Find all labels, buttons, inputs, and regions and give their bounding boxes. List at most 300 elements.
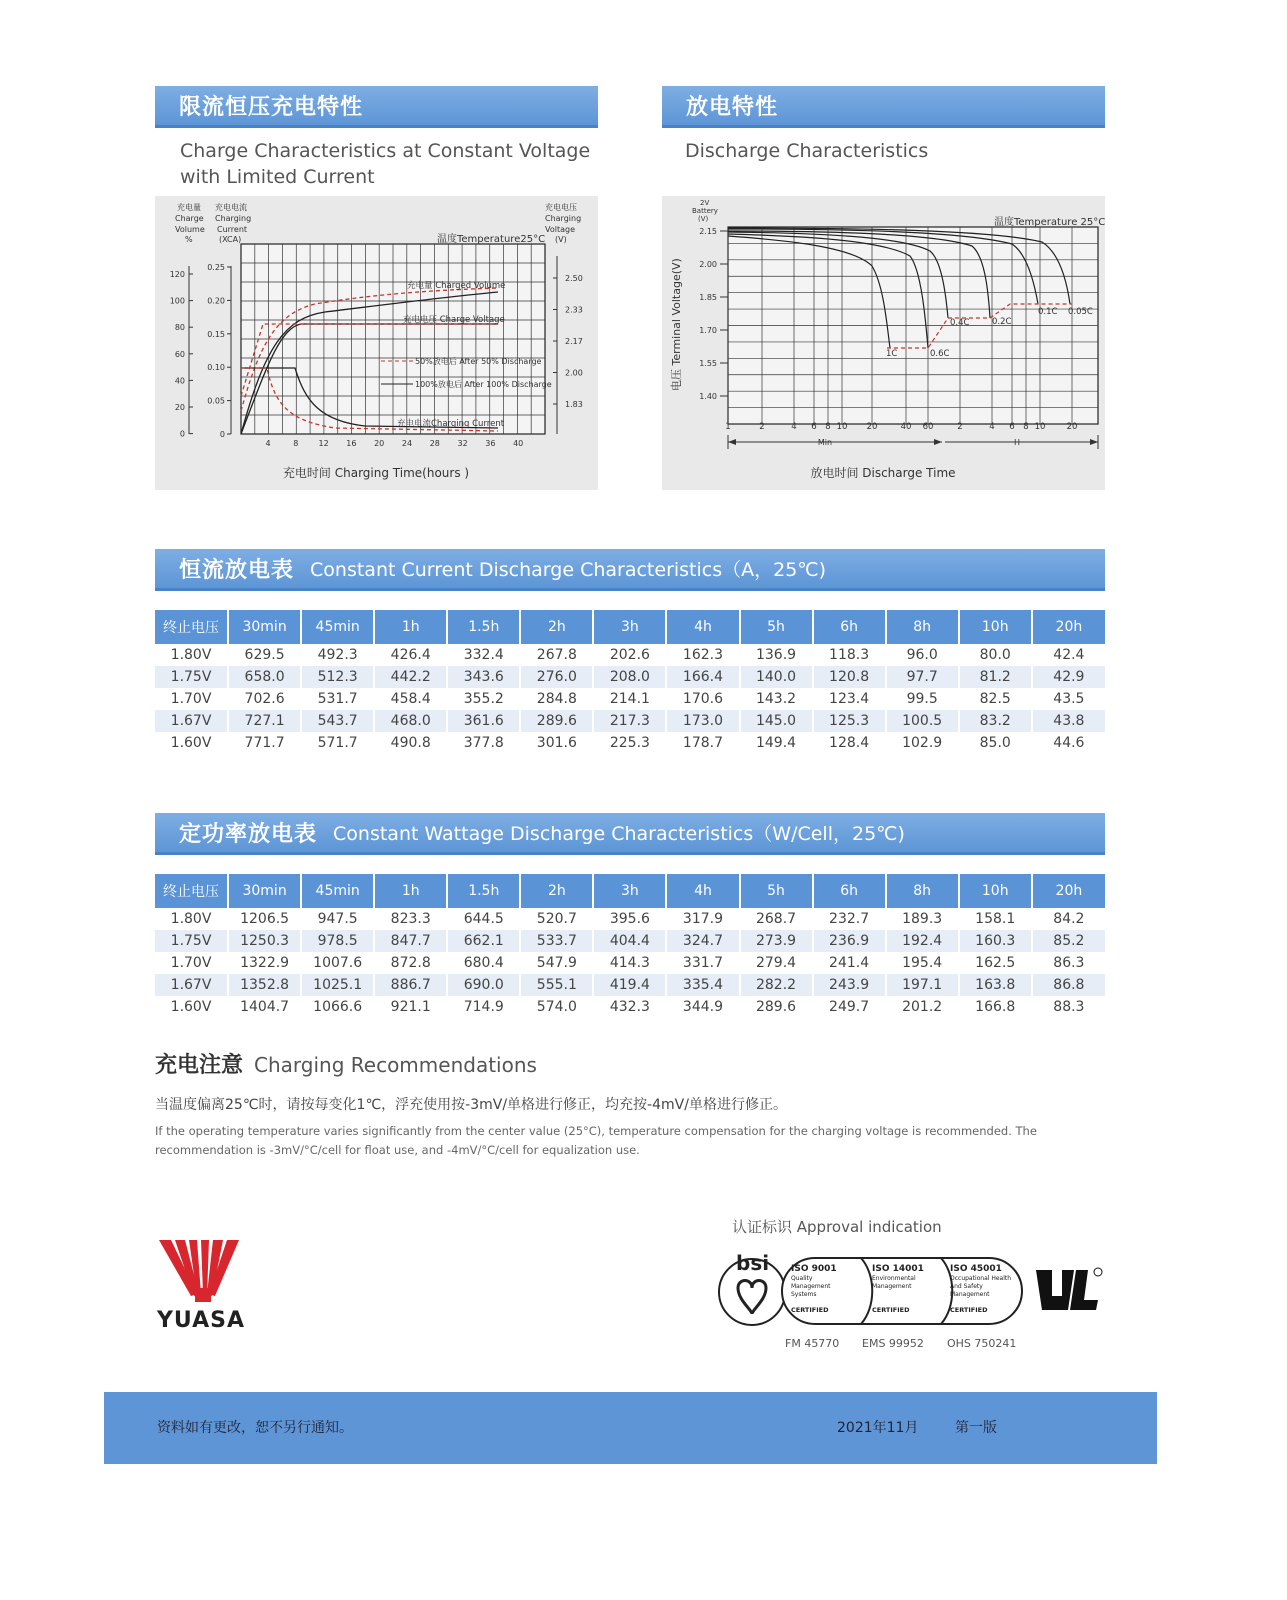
cert-iso9001-title: ISO 9001 xyxy=(791,1264,837,1274)
cc-table-value-cell: 512.3 xyxy=(301,666,374,688)
cc-table-value-cell: 99.5 xyxy=(886,688,959,710)
cw-table-value-cell: 279.4 xyxy=(740,952,813,974)
discharge-chart xyxy=(662,196,1105,490)
ul-mark-icon xyxy=(1032,1266,1104,1314)
charged-volume-label: 充电量 Charged Volume xyxy=(407,281,506,291)
cc-table-value-cell: 178.7 xyxy=(666,732,739,754)
cc-table-value-cell: 42.9 xyxy=(1032,666,1105,688)
cw-table-col-header: 4h xyxy=(666,874,739,908)
cw-table-value-cell: 273.9 xyxy=(740,930,813,952)
battery-unit-label-3: (V) xyxy=(698,215,709,223)
cw-table-col-header: 1.5h xyxy=(447,874,520,908)
cw-table-col-header: 20h xyxy=(1032,874,1105,908)
discharge-y-axis-title: 电压 Terminal Voltage(V) xyxy=(670,258,683,391)
cc-table-col-header: 8h xyxy=(886,610,959,644)
cert-iso45001-status: CERTIFIED xyxy=(950,1306,988,1314)
battery-unit-label-2: Battery xyxy=(692,207,718,215)
cw-table-header xyxy=(155,813,1105,855)
cc-table-value-cell: 43.8 xyxy=(1032,710,1105,732)
cw-table-row xyxy=(155,996,1105,1018)
cw-table-value-cell: 1206.5 xyxy=(228,908,301,930)
cw-table-value-cell: 331.7 xyxy=(666,952,739,974)
cc-table-value-cell: 80.0 xyxy=(959,644,1032,666)
yuasa-logo xyxy=(157,1238,249,1334)
cc-table-value-cell: 771.7 xyxy=(228,732,301,754)
cw-table-final-voltage-cell: 1.67V xyxy=(155,974,228,996)
discharge-x-tick-min: 1 xyxy=(725,422,731,432)
charging-current-tick-label: 0.10 xyxy=(207,363,225,373)
cw-table-value-cell: 158.1 xyxy=(959,908,1032,930)
charging-voltage-tick-label: 2.33 xyxy=(565,305,583,315)
cw-table-value-cell: 160.3 xyxy=(959,930,1032,952)
cw-table-value-cell: 662.1 xyxy=(447,930,520,952)
approval-title: 认证标识 Approval indication xyxy=(732,1218,942,1236)
cw-table-value-cell: 335.4 xyxy=(666,974,739,996)
discharge-y-tick-label: 1.40 xyxy=(699,392,717,401)
cc-table xyxy=(155,610,1105,754)
yuasa-logo-text: YUASA xyxy=(157,1308,246,1333)
cw-table-value-cell: 324.7 xyxy=(666,930,739,952)
cc-table-col-header: 5h xyxy=(740,610,813,644)
footer-date: 2021年11月 xyxy=(837,1420,919,1436)
cw-table-value-cell: 1007.6 xyxy=(301,952,374,974)
cc-table-value-cell: 377.8 xyxy=(447,732,520,754)
legend-50-label: 50%放电后 After 50% Discharge xyxy=(415,357,542,366)
discharge-temperature-label: 温度Temperature 25°C xyxy=(994,217,1105,228)
discharge-x-axis-title: 放电时间 Discharge Time xyxy=(810,466,956,480)
cw-table-value-cell: 163.8 xyxy=(959,974,1032,996)
charging-current-tick-label: 0 xyxy=(219,430,225,439)
charge-volume-axis-title-1: 充电量 xyxy=(177,203,201,212)
charging-reco-title-en: Charging Recommendations xyxy=(254,1053,537,1077)
charging-current-tick-label: 0.20 xyxy=(207,296,225,306)
cert-iso9001-desc-3: Systems xyxy=(791,1291,817,1298)
cc-table-value-cell: 543.7 xyxy=(301,710,374,732)
cc-table-value-cell: 332.4 xyxy=(447,644,520,666)
charging-reco-title xyxy=(155,1048,537,1079)
cw-table-value-cell: 1352.8 xyxy=(228,974,301,996)
yuasa-logo-mark xyxy=(157,1238,249,1302)
cc-table-value-cell: 629.5 xyxy=(228,644,301,666)
cw-table-row xyxy=(155,952,1105,974)
discharge-section-title: 放电特性 xyxy=(686,95,779,120)
cw-table-value-cell: 192.4 xyxy=(886,930,959,952)
cw-table-value-cell: 232.7 xyxy=(813,908,886,930)
cw-table-value-cell: 395.6 xyxy=(593,908,666,930)
cc-table-value-cell: 125.3 xyxy=(813,710,886,732)
discharge-x-tick-h: 10 xyxy=(1034,422,1046,432)
charge-section-title: 限流恒压充电特性 xyxy=(179,95,364,120)
cc-table-title-en: Constant Current Discharge Characteristics（A，25℃) xyxy=(310,559,827,581)
cw-table-value-cell: 574.0 xyxy=(520,996,593,1018)
charging-voltage-tick-label: 2.00 xyxy=(565,368,583,378)
cc-table-final-voltage-cell: 1.70V xyxy=(155,688,228,710)
battery-unit-label-1: 2V xyxy=(700,199,710,207)
charging-current-tick-label: 0.25 xyxy=(207,263,225,272)
charge-x-tick-label: 28 xyxy=(429,439,440,448)
discharge-x-tick-min: 60 xyxy=(922,422,934,432)
cc-table-col-header: 30min xyxy=(228,610,301,644)
footer-notice: 资料如有更改，恕不另行通知。 xyxy=(157,1420,353,1436)
cert-iso9001-desc-1: Quality xyxy=(791,1275,813,1282)
cc-table-value-cell: 44.6 xyxy=(1032,732,1105,754)
cc-table-value-cell: 284.8 xyxy=(520,688,593,710)
min-unit-label: Min xyxy=(817,438,833,447)
cw-table-col-header: 30min xyxy=(228,874,301,908)
discharge-x-tick-min: 8 xyxy=(825,422,831,432)
cw-table-value-cell: 195.4 xyxy=(886,952,959,974)
charging-voltage-tick-label: 2.50 xyxy=(565,274,583,283)
charge-x-tick-label: 24 xyxy=(401,439,413,448)
cc-table-value-cell: 343.6 xyxy=(447,666,520,688)
cw-table-col-header: 2h xyxy=(520,874,593,908)
discharge-subtitle: Discharge Characteristics xyxy=(685,140,929,162)
cc-table-col-header: 10h xyxy=(959,610,1032,644)
cert-code-ems: EMS 99952 xyxy=(862,1337,924,1350)
cw-table-value-cell: 547.9 xyxy=(520,952,593,974)
cc-table-value-cell: 120.8 xyxy=(813,666,886,688)
charging-current-axis-title-1: 充电电流 xyxy=(215,203,247,212)
charge-x-tick-label: 8 xyxy=(293,439,299,448)
cc-table-value-cell: 531.7 xyxy=(301,688,374,710)
cc-table-value-cell: 658.0 xyxy=(228,666,301,688)
cw-table-value-cell: 872.8 xyxy=(374,952,447,974)
cert-iso9001-status: CERTIFIED xyxy=(791,1306,829,1314)
cw-table-value-cell: 84.2 xyxy=(1032,908,1105,930)
discharge-x-tick-h: 6 xyxy=(1009,422,1015,432)
discharge-y-tick-label: 1.70 xyxy=(699,326,717,335)
discharge-y-tick-label: 1.85 xyxy=(699,293,717,302)
cw-table-value-cell: 249.7 xyxy=(813,996,886,1018)
cw-table-value-cell: 317.9 xyxy=(666,908,739,930)
cc-table-value-cell: 136.9 xyxy=(740,644,813,666)
cc-table-value-cell: 166.4 xyxy=(666,666,739,688)
charge-volume-tick-label: 60 xyxy=(174,349,185,359)
charge-volume-axis-title-2: Charge xyxy=(175,214,204,223)
charging-current-label: 充电电流Charging Current xyxy=(397,419,505,429)
cw-table-value-cell: 85.2 xyxy=(1032,930,1105,952)
cc-table-value-cell: 276.0 xyxy=(520,666,593,688)
cc-table-value-cell: 123.4 xyxy=(813,688,886,710)
cert-iso14001-desc-2: Management xyxy=(872,1283,912,1290)
rate-label-1c: 1C xyxy=(886,349,898,359)
cc-table-value-cell: 202.6 xyxy=(593,644,666,666)
charge-volume-tick-label: 120 xyxy=(169,270,185,279)
charge-x-tick-label: 36 xyxy=(485,439,496,448)
cw-table-value-cell: 241.4 xyxy=(813,952,886,974)
charge-volume-tick-label: 40 xyxy=(174,376,185,386)
cw-table-col-header: 8h xyxy=(886,874,959,908)
discharge-x-tick-min: 6 xyxy=(811,422,817,432)
bsi-cert-svg xyxy=(716,1250,1026,1328)
discharge-chart-svg xyxy=(662,196,1105,490)
cw-table-row xyxy=(155,974,1105,996)
cc-table-value-cell: 42.4 xyxy=(1032,644,1105,666)
cw-table-value-cell: 520.7 xyxy=(520,908,593,930)
cw-table-value-cell: 886.7 xyxy=(374,974,447,996)
cc-table-col-header: 4h xyxy=(666,610,739,644)
cc-table-value-cell: 162.3 xyxy=(666,644,739,666)
cw-table-title-zh: 定功率放电表 xyxy=(179,822,318,847)
cc-table-value-cell: 82.5 xyxy=(959,688,1032,710)
cw-table-value-cell: 644.5 xyxy=(447,908,520,930)
cc-table-final-voltage-cell: 1.67V xyxy=(155,710,228,732)
discharge-x-tick-min: 10 xyxy=(836,422,848,432)
cc-table-value-cell: 100.5 xyxy=(886,710,959,732)
cc-table-value-cell: 83.2 xyxy=(959,710,1032,732)
charge-volume-tick-label: 0 xyxy=(179,429,185,439)
cc-table-value-cell: 96.0 xyxy=(886,644,959,666)
cw-table-value-cell: 823.3 xyxy=(374,908,447,930)
cc-table-value-cell: 361.6 xyxy=(447,710,520,732)
cc-table-value-cell: 81.2 xyxy=(959,666,1032,688)
cc-table-value-cell: 149.4 xyxy=(740,732,813,754)
cc-table-value-cell: 140.0 xyxy=(740,666,813,688)
cw-table-col-header: 6h xyxy=(813,874,886,908)
charging-voltage-axis-title-3: Voltage xyxy=(545,225,576,234)
charge-chart-svg xyxy=(155,196,598,490)
charge-chart xyxy=(155,196,598,490)
cw-table-value-cell: 978.5 xyxy=(301,930,374,952)
cw-table-value-cell: 282.2 xyxy=(740,974,813,996)
charge-x-tick-label: 32 xyxy=(457,439,468,448)
cert-iso14001-desc-1: Environmental xyxy=(872,1275,916,1282)
cc-table-value-cell: 170.6 xyxy=(666,688,739,710)
charge-volume-tick-label: 20 xyxy=(174,403,185,412)
cw-table-value-cell: 714.9 xyxy=(447,996,520,1018)
charge-x-tick-label: 20 xyxy=(374,439,385,448)
cc-table-value-cell: 97.7 xyxy=(886,666,959,688)
cc-table-value-cell: 490.8 xyxy=(374,732,447,754)
cw-table-final-voltage-cell: 1.75V xyxy=(155,930,228,952)
cc-table-header xyxy=(155,549,1105,591)
cc-table-value-cell: 143.2 xyxy=(740,688,813,710)
cc-table-col-header: 1.5h xyxy=(447,610,520,644)
cc-table-value-cell: 301.6 xyxy=(520,732,593,754)
discharge-section-header xyxy=(662,86,1105,128)
cert-iso14001-title: ISO 14001 xyxy=(872,1264,924,1274)
discharge-x-tick-min: 2 xyxy=(759,422,765,432)
rate-label-06c: 0.6C xyxy=(930,349,950,359)
cc-table-header-row xyxy=(155,610,1105,644)
charging-current-tick-label: 0.05 xyxy=(207,396,225,406)
rate-label-005c: 0.05C xyxy=(1068,307,1093,317)
cc-table-value-cell: 442.2 xyxy=(374,666,447,688)
cc-table-title-zh: 恒流放电表 xyxy=(179,558,295,583)
cw-table-value-cell: 1250.3 xyxy=(228,930,301,952)
cc-table-row xyxy=(155,644,1105,666)
cc-table-value-cell: 43.5 xyxy=(1032,688,1105,710)
cw-table-value-cell: 344.9 xyxy=(666,996,739,1018)
charge-x-tick-label: 40 xyxy=(513,439,524,448)
cw-table-value-cell: 1066.6 xyxy=(301,996,374,1018)
cw-table-value-cell: 197.1 xyxy=(886,974,959,996)
charging-voltage-axis-title-4: (V) xyxy=(555,235,567,244)
cw-table-col-header: 45min xyxy=(301,874,374,908)
cw-table-col-header: 10h xyxy=(959,874,1032,908)
charge-volume-axis-title-4: % xyxy=(185,235,193,244)
cw-table-value-cell: 1404.7 xyxy=(228,996,301,1018)
discharge-x-tick-h: 4 xyxy=(989,422,995,432)
cw-table-value-cell: 289.6 xyxy=(740,996,813,1018)
cw-table-row xyxy=(155,908,1105,930)
cc-table-row xyxy=(155,666,1105,688)
cw-table-value-cell: 1025.1 xyxy=(301,974,374,996)
discharge-x-tick-min: 4 xyxy=(791,422,797,432)
cw-table-value-cell: 236.9 xyxy=(813,930,886,952)
charging-voltage-tick-label: 2.17 xyxy=(565,337,583,346)
cc-table-value-cell: 118.3 xyxy=(813,644,886,666)
charge-subtitle: Charge Characteristics at Constant Voltage with Limited Current xyxy=(180,140,591,188)
cc-table-value-cell: 289.6 xyxy=(520,710,593,732)
cc-table-col-header: 3h xyxy=(593,610,666,644)
cw-table-value-cell: 86.3 xyxy=(1032,952,1105,974)
cw-table-value-cell: 189.3 xyxy=(886,908,959,930)
cc-table-value-cell: 468.0 xyxy=(374,710,447,732)
cc-table-row xyxy=(155,688,1105,710)
cw-table-value-cell: 201.2 xyxy=(886,996,959,1018)
cw-table-col-header: 1h xyxy=(374,874,447,908)
rate-label-01c: 0.1C xyxy=(1038,307,1058,317)
cw-table-value-cell: 921.1 xyxy=(374,996,447,1018)
cw-table-value-cell: 414.3 xyxy=(593,952,666,974)
cw-table-value-cell: 680.4 xyxy=(447,952,520,974)
charge-temperature-label: 温度Temperature25°C xyxy=(437,234,546,245)
cw-table-value-cell: 555.1 xyxy=(520,974,593,996)
cc-table-value-cell: 145.0 xyxy=(740,710,813,732)
cc-table-value-cell: 702.6 xyxy=(228,688,301,710)
cc-table-value-cell: 267.8 xyxy=(520,644,593,666)
charge-volume-tick-label: 100 xyxy=(169,296,185,306)
charging-current-tick-label: 0.15 xyxy=(207,329,225,339)
cert-iso9001-desc-2: Management xyxy=(791,1283,831,1290)
cert-code-fm: FM 45770 xyxy=(785,1337,840,1350)
cc-table-value-cell: 225.3 xyxy=(593,732,666,754)
cw-table-value-cell: 243.9 xyxy=(813,974,886,996)
charge-volume-axis-title-3: Volume xyxy=(175,225,205,234)
min-arrow-head-right xyxy=(934,439,942,445)
cw-table-value-cell: 268.7 xyxy=(740,908,813,930)
min-arrow-head-left xyxy=(728,439,736,445)
cert-code-ohs: OHS 750241 xyxy=(947,1337,1017,1350)
cw-table-final-voltage-cell: 1.70V xyxy=(155,952,228,974)
cc-table-col-header: 20h xyxy=(1032,610,1105,644)
discharge-y-tick-label: 2.00 xyxy=(699,260,717,269)
cc-table-value-cell: 355.2 xyxy=(447,688,520,710)
cc-table-value-cell: 173.0 xyxy=(666,710,739,732)
discharge-y-tick-label: 2.15 xyxy=(699,227,717,236)
cw-table-value-cell: 162.5 xyxy=(959,952,1032,974)
cw-table-value-cell: 86.8 xyxy=(1032,974,1105,996)
cc-table-final-voltage-cell: 1.60V xyxy=(155,732,228,754)
cw-table-value-cell: 166.8 xyxy=(959,996,1032,1018)
cc-table-col-header: 1h xyxy=(374,610,447,644)
discharge-x-tick-h: 2 xyxy=(957,422,963,432)
charge-x-tick-label: 12 xyxy=(318,439,329,448)
charging-current-axis-title-2: Charging xyxy=(215,214,252,223)
charging-reco-title-zh: 充电注意 xyxy=(155,1053,244,1078)
discharge-x-tick-min: 20 xyxy=(866,422,878,432)
charge-section-header xyxy=(155,86,598,128)
cc-table-value-cell: 128.4 xyxy=(813,732,886,754)
cert-iso45001-desc-3: Management xyxy=(950,1291,990,1298)
cw-table-col-header: 5h xyxy=(740,874,813,908)
charge-voltage-label: 充电电压 Charge Voltage xyxy=(403,315,505,325)
cc-table-col-header: 终止电压 xyxy=(155,610,228,644)
cw-table-value-cell: 88.3 xyxy=(1032,996,1105,1018)
cw-table-value-cell: 947.5 xyxy=(301,908,374,930)
charging-voltage-axis-title-1: 充电电压 xyxy=(545,203,577,212)
charging-voltage-axis-title-2: Charging xyxy=(545,214,582,223)
charge-x-axis-title: 充电时间 Charging Time(hours ) xyxy=(282,466,470,480)
cc-table-final-voltage-cell: 1.75V xyxy=(155,666,228,688)
charge-x-tick-label: 4 xyxy=(265,439,271,448)
discharge-x-tick-min: 40 xyxy=(900,422,912,432)
cw-table-header-row xyxy=(155,874,1105,908)
cc-table-col-header: 2h xyxy=(520,610,593,644)
bsi-logo-text: bsi xyxy=(736,1251,770,1275)
charging-current-axis-title-4: (XCA) xyxy=(219,235,242,244)
cc-table-value-cell: 571.7 xyxy=(301,732,374,754)
charge-x-tick-label: 16 xyxy=(346,439,357,448)
certification-badges xyxy=(716,1250,1026,1328)
cc-table-value-cell: 458.4 xyxy=(374,688,447,710)
cert-iso45001-desc-1: Occupational Health xyxy=(950,1275,1012,1282)
cc-table-col-header: 6h xyxy=(813,610,886,644)
cw-table-value-cell: 690.0 xyxy=(447,974,520,996)
h-unit-label: H xyxy=(1013,438,1021,447)
legend-100-label: 100%放电后 After 100% Discharge xyxy=(415,380,552,389)
cert-iso45001-title: ISO 45001 xyxy=(950,1264,1002,1274)
discharge-x-tick-h: 20 xyxy=(1066,422,1078,432)
cc-table-value-cell: 217.3 xyxy=(593,710,666,732)
cw-table-col-header: 终止电压 xyxy=(155,874,228,908)
cc-table-col-header: 45min xyxy=(301,610,374,644)
cc-table-value-cell: 492.3 xyxy=(301,644,374,666)
cw-table-value-cell: 432.3 xyxy=(593,996,666,1018)
cc-table-row xyxy=(155,732,1105,754)
h-arrow-head-right xyxy=(1090,439,1098,445)
cert-iso45001-desc-2: And Safety xyxy=(950,1283,983,1290)
footer-bar xyxy=(104,1392,1157,1464)
charging-current-axis-title-3: Current xyxy=(217,225,248,234)
cc-table-final-voltage-cell: 1.80V xyxy=(155,644,228,666)
rate-label-04c: 0.4C xyxy=(950,318,970,328)
cw-table-value-cell: 404.4 xyxy=(593,930,666,952)
footer-edition: 第一版 xyxy=(955,1420,997,1436)
cw-table-final-voltage-cell: 1.60V xyxy=(155,996,228,1018)
cert-iso14001-status: CERTIFIED xyxy=(872,1306,910,1314)
cc-table-value-cell: 214.1 xyxy=(593,688,666,710)
charging-reco-text-en: If the operating temperature varies significantly from the center value (25°C), temperature compensation for the charging voltage is recommended. The recommendation is -3mV/°C/cell for float use, and -4mV/°C/cell for equalization use. xyxy=(155,1124,1037,1157)
cw-table-value-cell: 1322.9 xyxy=(228,952,301,974)
cc-table-value-cell: 208.0 xyxy=(593,666,666,688)
rate-label-02c: 0.2C xyxy=(992,317,1012,327)
charge-volume-tick-label: 80 xyxy=(174,323,185,333)
cw-table-value-cell: 847.7 xyxy=(374,930,447,952)
discharge-y-tick-label: 1.55 xyxy=(699,359,717,368)
cc-table-value-cell: 102.9 xyxy=(886,732,959,754)
cw-table-col-header: 3h xyxy=(593,874,666,908)
cw-table-title-en: Constant Wattage Discharge Characteristics（W/Cell，25℃) xyxy=(333,823,905,845)
cw-table-final-voltage-cell: 1.80V xyxy=(155,908,228,930)
charging-voltage-tick-label: 1.83 xyxy=(565,400,583,409)
cw-table-row xyxy=(155,930,1105,952)
cw-table xyxy=(155,874,1105,1018)
cw-table-value-cell: 533.7 xyxy=(520,930,593,952)
cc-table-value-cell: 727.1 xyxy=(228,710,301,732)
cc-table-value-cell: 85.0 xyxy=(959,732,1032,754)
